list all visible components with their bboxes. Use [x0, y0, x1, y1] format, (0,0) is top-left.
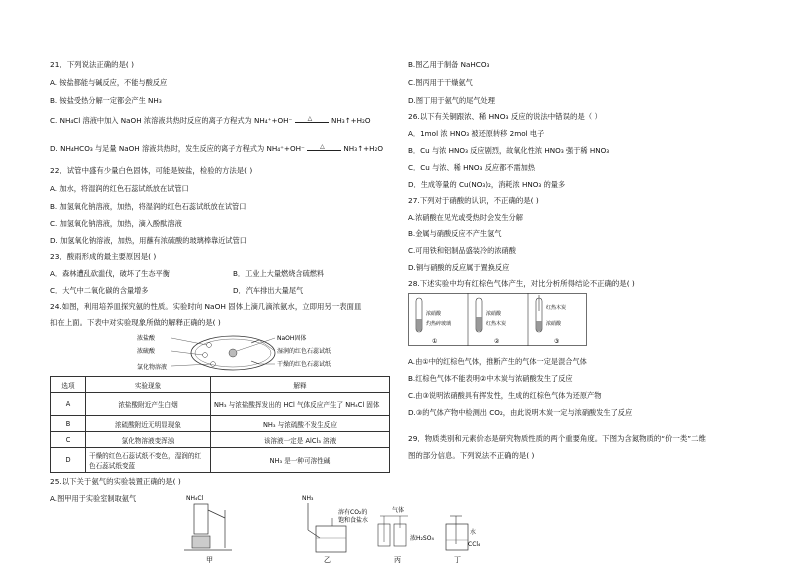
table-cell-explanation: NH₃ 与浓盐酸挥发出的 HCl 气体反应产生了 NH₄Cl 固体	[211, 393, 390, 416]
table-cell-phenomenon: 浓硫酸附近无明显现象	[86, 416, 211, 432]
q28-option-d: D.③的气体产物中检测出 CO₂，由此说明木炭一定与浓硝酸发生了反应	[408, 408, 633, 417]
q23-stem: 23．酸雨形成的最主要原因是( )	[50, 252, 157, 261]
q26-option-b: B．Cu 与浓 HNO₃ 反应剧烈，故氧化性浓 HNO₃ 强于稀 HNO₃	[408, 146, 610, 155]
table-cell-option: C	[51, 432, 86, 448]
q28-option-a: A.由①中的红棕色气体，推断产生的气体一定是混合气体	[408, 357, 587, 366]
label-co2-solution: 溶有CO₂的	[338, 509, 368, 516]
q22-stem: 22．试管中盛有少量白色固体，可能是铵盐，检验的方法是( )	[50, 166, 253, 175]
q27-option-c: C.可用铁和铝制品盛装冷的浓硝酸	[408, 246, 516, 255]
q21-option-c-text: C. NH₄Cl 溶液中加入 NaOH 浓溶液共热时反应的离子方程式为 NH₄⁺+OH⁻	[50, 116, 293, 125]
q25-stem: 25.以下关于氨气的实验装置正确的是( )	[50, 477, 181, 486]
q29-stem-line2: 图的部分信息。下列说法不正确的是( )	[408, 451, 535, 460]
q24-stem-line1: 24.如图，利用培养皿探究氨的性质。实验时向 NaOH 固体上滴几滴浓氨水，立即用另一表面皿	[50, 302, 362, 311]
fig-label-dry-paper: 干燥的红色石蕊试纸	[277, 361, 332, 368]
table-cell-explanation: NH₃ 与浓硫酸不发生反应	[211, 416, 390, 432]
heating-arrow	[307, 142, 341, 154]
q23-option-d: D．汽车排出大量尾气	[233, 286, 304, 295]
label-water: 水	[470, 529, 477, 536]
q27-stem: 27.下列对于硝酸的认识，不正确的是( )	[408, 196, 539, 205]
q28-option-b: B.红棕色气体不能表明②中木炭与浓硝酸发生了反应	[408, 374, 573, 383]
table-row	[51, 393, 390, 416]
q23-option-b: B．工业上大量燃烧含硫燃料	[233, 269, 325, 278]
q24-table	[50, 376, 390, 473]
label-nh3: NH₃	[302, 495, 314, 502]
apparatus-jia	[184, 495, 232, 564]
heating-arrow	[295, 114, 329, 126]
label-jia: 甲	[206, 556, 213, 564]
table-cell-option: B	[51, 416, 86, 432]
apparatus-bing	[378, 506, 434, 564]
q21-option-d-product: NH₃↑+H₂O	[343, 144, 384, 153]
table-row	[51, 416, 390, 432]
q26-stem: 26.以下有关铜跟浓、稀 HNO₃ 反应的说法中错误的是（ ）	[408, 112, 602, 121]
label-brine: 饱和食盐水	[338, 517, 369, 524]
apparatus-ding	[446, 516, 480, 564]
tube2-number: ②	[494, 338, 500, 345]
table-cell-option: D	[51, 448, 86, 473]
q22-option-d: D. 加氢氧化钠溶液，加热，用蘸有浓硫酸的玻璃棒靠近试管口	[50, 236, 247, 245]
tube3-number: ③	[554, 338, 560, 345]
q21-stem: 21．下列说法正确的是( )	[50, 60, 135, 69]
fig-label-h2so4: 浓硫酸	[137, 348, 156, 355]
q25-option-b: B.图乙用于制备 NaHCO₃	[408, 60, 490, 69]
table-cell-explanation: NH₃ 是一种可溶性碱	[211, 448, 390, 473]
q21-option-a: A. 铵盐都能与碱反应，不能与酸反应	[50, 78, 168, 87]
delta-symbol: △	[307, 114, 313, 122]
label-gas: 气体	[392, 507, 405, 514]
q25-option-a: A.图甲用于实验室制取氨气	[50, 494, 137, 503]
q28-test-tubes-figure	[408, 293, 588, 347]
q25-option-d: D.图丁用于氨气的尾气处理	[408, 96, 495, 105]
q22-option-c: C. 加氢氧化钠溶液，加热，滴入酚酞溶液	[50, 219, 182, 228]
q25-option-c: C.图丙用于干燥氨气	[408, 78, 473, 87]
apparatus-yi	[302, 495, 368, 564]
q26-option-c: C．Cu 与浓、稀 HNO₃ 反应都不需加热	[408, 163, 536, 172]
table-row	[51, 432, 390, 448]
fig-label-hcl: 浓盐酸	[137, 335, 156, 342]
tube1-number: ①	[432, 338, 438, 345]
table-cell-phenomenon: 氯化物溶液变浑浊	[86, 432, 211, 448]
table-row	[51, 448, 390, 473]
q27-option-a: A.浓硝酸在见光或受热时会发生分解	[408, 213, 523, 222]
q26-option-d: D．生成等量的 Cu(NO₃)₂，消耗浓 HNO₃ 的量多	[408, 180, 566, 189]
tube1-label-a: 浓硝酸	[426, 311, 442, 317]
tube2-label-b: 红热木炭	[486, 321, 507, 327]
q21-option-c-product: NH₃↑+H₂O	[330, 116, 371, 125]
q21-option-d	[50, 144, 383, 154]
table-cell-phenomenon: 浓盐酸附近产生白烟	[86, 393, 211, 416]
table-cell-option: A	[51, 393, 86, 416]
q27-option-b: B.金属与硝酸反应不产生氢气	[408, 229, 502, 238]
q26-option-a: A．1mol 浓 HNO₃ 被还原转移 2mol 电子	[408, 129, 545, 138]
table-cell-phenomenon: 干燥的红色石蕊试纸不变色，湿润的红色石蕊试纸变蓝	[86, 448, 211, 473]
label-ding: 丁	[454, 556, 461, 564]
q21-option-d-text: D. NH₄HCO₃ 与足量 NaOH 溶液共热时，发生反应的离子方程式为 NH₄⁺+OH⁻	[50, 144, 305, 153]
table-cell-explanation: 该溶液一定是 AlCl₃ 溶液	[211, 432, 390, 448]
q23-option-a: A．森林遭乱砍滥伐，破坏了生态平衡	[50, 269, 170, 278]
fig-label-wet-paper: 湿润的红色石蕊试纸	[277, 348, 332, 355]
label-conc-h2so4: 浓H₂SO₄	[410, 535, 434, 542]
q24-stem-line2: 扣在上面。下表中对实验现象所做的解释正确的是( )	[50, 318, 221, 327]
q21-option-b: B. 铵盐受热分解一定都会产生 NH₃	[50, 96, 162, 105]
q25-apparatus-figure	[180, 490, 480, 565]
tube3-label-b: 浓硝酸	[546, 321, 562, 327]
label-bing: 丙	[394, 556, 401, 564]
q28-option-c: C.由③说明浓硝酸具有挥发性，生成的红棕色气体为还原产物	[408, 391, 602, 400]
tube2-label-a: 浓硝酸	[486, 311, 502, 317]
q23-option-c: C．大气中二氧化碳的含量增多	[50, 286, 149, 295]
q22-option-b: B. 加氢氧化钠溶液，加热，将湿润的红色石蕊试纸放在试管口	[50, 202, 247, 211]
fig-label-chloride: 氯化物溶液	[137, 364, 168, 371]
q27-option-d: D.铜与硝酸的反应属于置换反应	[408, 263, 510, 272]
delta-symbol: △	[320, 142, 325, 150]
q28-stem: 28.下述实验中均有红棕色气体产生，对比分析所得结论不正确的是( )	[408, 279, 635, 288]
q24-petri-dish-figure	[135, 331, 355, 375]
table-header-phenomenon: 实验现象	[86, 377, 211, 393]
tube3-label-a: 红热木炭	[546, 305, 567, 311]
table-header-explanation: 解释	[211, 377, 390, 393]
q21-option-c	[50, 116, 371, 126]
tube1-label-b: 灼热碎玻璃	[426, 321, 452, 327]
label-yi: 乙	[324, 556, 331, 564]
label-ccl4: CCl₄	[468, 541, 480, 548]
label-nh4cl: NH₄Cl	[186, 495, 204, 502]
table-header-option: 选项	[51, 377, 86, 393]
fig-label-naoh: NaOH固体	[277, 335, 307, 342]
q29-stem-line1: 29．物质类别和元素价态是研究物质性质的两个重要角度。下图为含氮物质的“价一类”二维	[408, 434, 706, 443]
q22-option-a: A. 加水，将湿润的红色石蕊试纸放在试管口	[50, 184, 189, 193]
